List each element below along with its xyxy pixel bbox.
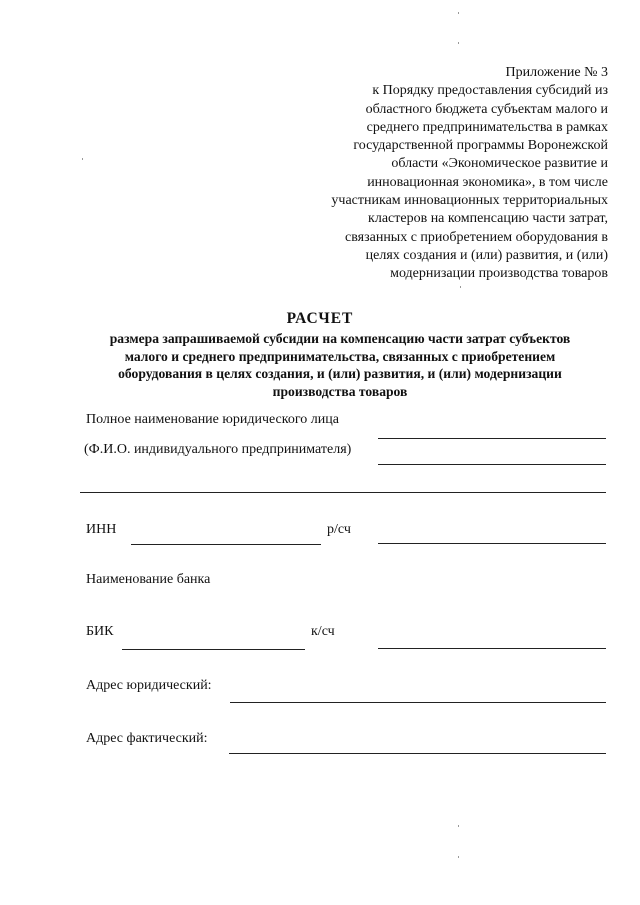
appendix-line: участникам инновационных территориальных <box>331 193 608 209</box>
bik-label: БИК <box>86 624 114 639</box>
bank-name-label: Наименование банка <box>86 572 211 587</box>
actual-address-label: Адрес фактический: <box>86 731 208 746</box>
fio-label: (Ф.И.О. индивидуального предпринимателя) <box>84 442 352 457</box>
appendix-line: среднего предпринимательства в рамках <box>366 119 608 135</box>
corr-account-label: к/сч <box>311 624 335 639</box>
appendix-line: инновационная экономика», в том числе <box>367 174 608 190</box>
scan-speck <box>458 825 459 827</box>
appendix-line: областного бюджета субъектам малого и <box>365 101 608 117</box>
legal-address-field[interactable] <box>230 702 606 703</box>
document-subtitle <box>70 330 610 400</box>
scan-speck <box>460 286 461 288</box>
bik-field[interactable] <box>122 649 305 650</box>
appendix-line: кластеров на компенсацию части затрат, <box>368 211 608 227</box>
subtitle-line: производства товаров <box>272 383 408 399</box>
subtitle-line: малого и среднего предпринимательства, связанных с приобретением <box>124 348 556 364</box>
document-title: РАСЧЕТ <box>286 310 354 327</box>
inn-label: ИНН <box>86 522 117 537</box>
inn-field[interactable] <box>131 544 321 545</box>
scan-speck <box>82 158 83 160</box>
actual-address-field[interactable] <box>229 753 606 754</box>
full-name-label: Полное наименование юридического лица <box>86 412 339 427</box>
account-label: р/сч <box>327 522 351 537</box>
subtitle-line: размера запрашиваемой субсидии на компенсацию части затрат субъектов <box>109 331 571 346</box>
appendix-line: Приложение № 3 <box>505 65 608 80</box>
scan-speck <box>458 856 459 858</box>
corr-account-field[interactable] <box>378 648 606 649</box>
appendix-line: области «Экономическое развитие и <box>391 156 608 172</box>
subtitle-line: оборудования в целях создания, и (или) развития, и (или) модернизации <box>118 366 562 381</box>
account-field[interactable] <box>378 543 606 544</box>
appendix-line: модернизации производства товаров <box>390 266 608 282</box>
fio-field[interactable] <box>378 464 606 465</box>
appendix-line: целях создания и (или) развития, и (или) <box>365 247 608 263</box>
appendix-line: к Порядку предоставления субсидий из <box>372 83 608 99</box>
full-name-continuation-field[interactable] <box>80 492 606 493</box>
appendix-block <box>288 64 608 284</box>
appendix-line: государственной программы Воронежской <box>353 138 608 154</box>
full-name-field[interactable] <box>378 438 606 439</box>
legal-address-label: Адрес юридический: <box>86 678 212 693</box>
appendix-line: связанных с приобретением оборудования в <box>345 229 608 245</box>
scan-speck <box>458 42 459 44</box>
scan-speck <box>458 12 459 14</box>
